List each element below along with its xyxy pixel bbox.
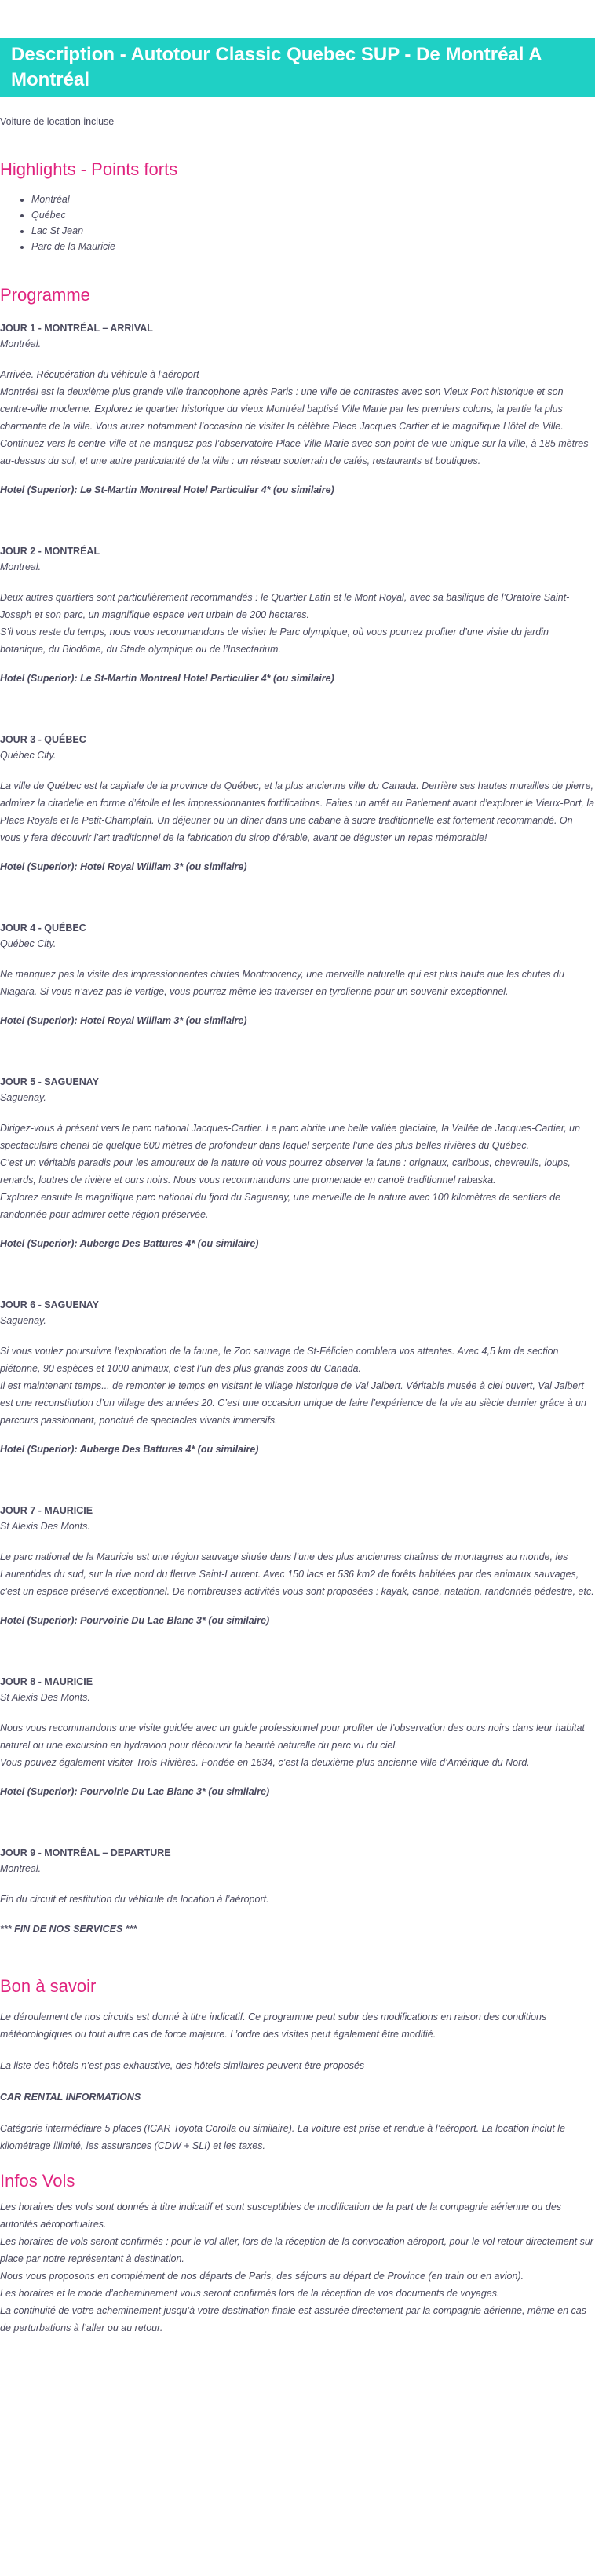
day-location: St Alexis Des Monts.	[0, 1521, 90, 1532]
day-block	[0, 1074, 595, 1251]
day-block	[0, 320, 595, 498]
end-of-services: *** FIN DE NOS SERVICES ***	[0, 1924, 137, 1935]
day-location: Montréal.	[0, 338, 42, 349]
day-location: Québec City.	[0, 750, 57, 761]
day-block	[0, 1503, 595, 1628]
infos-vols-text: Les horaires des vols sont donnés à titre indicatif et sont susceptibles de modification de la part de la compagnie aérienne ou des autorités aéroportuaires. Les horaires de vols seront confirmés : pour le vol aller, lors de la réception de la convocation aéroport, pour le vol retour directement sur place par notre représentant à destination. Nous vous proposons en complément de nos départs de Paris, des séjours au départ de Province (en train ou en avion). Les horaires et le mode d’acheminement vous seront confirmés lors de la réception de vos documents de voyages. La continuité de votre acheminement jusqu’à votre destination finale est assurée directement par la compagnie aérienne, même en cas de perturbations à l’aller ou au retour.	[0, 2201, 593, 2333]
day-title: JOUR 1 - MONTRÉAL – ARRIVAL	[0, 323, 153, 334]
day-hotel: Hotel (Superior): Pourvoirie Du Lac Blanc 3* (ou similaire)	[0, 1615, 270, 1626]
day-block	[0, 1674, 595, 1800]
programme-heading: Programme	[0, 285, 90, 305]
programme-days	[0, 320, 595, 1938]
day-hotel: Hotel (Superior): Auberge Des Battures 4* (ou similaire)	[0, 1444, 259, 1455]
day-title: JOUR 3 - QUÉBEC	[0, 734, 86, 745]
page-subtitle: Voiture de location incluse	[0, 116, 115, 127]
day-location: Québec City.	[0, 938, 57, 949]
car-rental-title: CAR RENTAL INFORMATIONS	[0, 2092, 141, 2103]
day-hotel: Hotel (Superior): Hotel Royal William 3* (ou similaire)	[0, 861, 247, 872]
day-description: Arrivée. Récupération du véhicule à l’aéroport Montréal est la deuxième plus grande ville francophone après Paris : une ville de contrastes avec son Vieux Port historique et son centre-ville moderne. Explorez le quartier historique du vieux Montréal baptisé Ville Marie par les premiers colons, la partie la plus charmante de la ville. Vous aurez notamment l’occasion de visiter la célèbre Place Jacques Cartier et le magnifique Hôtel de Ville. Continuez vers le centre-ville et ne manquez pas l’observatoire Place Ville Marie avec son point de vue unique sur la ville, à 185 mètres au-dessus du sol, et une autre particularité de la ville : un réseau souterrain de cafés, restaurants et boutiques.	[0, 369, 589, 466]
highlight-item: • Québec	[31, 207, 595, 223]
day-description: Fin du circuit et restitution du véhicule de location à l’aéroport.	[0, 1894, 269, 1905]
day-location: Saguenay.	[0, 1315, 46, 1326]
day-hotel: Hotel (Superior): Hotel Royal William 3* (ou similaire)	[0, 1015, 247, 1026]
day-block	[0, 543, 595, 686]
day-block	[0, 920, 595, 1029]
highlight-item: • Parc de la Mauricie	[31, 239, 595, 254]
day-location: St Alexis Des Monts.	[0, 1692, 90, 1703]
highlight-item: • Lac St Jean	[31, 223, 595, 239]
highlights-list	[0, 192, 595, 254]
day-description: La ville de Québec est la capitale de la province de Québec, et la plus ancienne ville du Canada. Derrière ses hautes murailles de pierre, admirez la citadelle en forme d’étoile et les impressionnantes fortifications. Faites un arrêt au Parlement avant d’explorer le Vieux-Port, la Place Royale et le Petit-Champlain. Un déjeuner ou un dîner dans une cabane à sucre traditionnelle est fortement recommandé. On vous y fera découvrir l’art traditionnel de la fabrication du sirop d’érable, avant de déguster un repas mémorable!	[0, 780, 595, 843]
day-block	[0, 732, 595, 875]
day-location: Saguenay.	[0, 1092, 46, 1103]
day-hotel: Hotel (Superior): Auberge Des Battures 4* (ou similaire)	[0, 1238, 259, 1249]
day-title: JOUR 9 - MONTRÉAL – DEPARTURE	[0, 1847, 171, 1858]
page	[0, 38, 595, 2337]
day-description: Deux autres quartiers sont particulièrement recommandés : le Quartier Latin et le Mont Royal, avec sa basilique de l’Oratoire Saint-Joseph et son parc, un magnifique espace vert urbain de 200 hectares. S’il vous reste du temps, nous vous recommandons de visiter le Parc olympique, où vous pourrez profiter d’une visite du jardin botanique, du Biodôme, du Stade olympique ou de l’Insectarium.	[0, 592, 570, 655]
car-rental-text: Catégorie intermédiaire 5 places (ICAR Toyota Corolla ou similaire). La voiture est prise et rendue à l’aéroport. La location inclut le kilométrage illimité, les assurances (CDW + SLI) et les taxes.	[0, 2123, 566, 2151]
day-description: Le parc national de la Mauricie est une région sauvage située dans l’une des plus anciennes chaînes de montagnes au monde, les Laurentides du sud, sur la rive nord du fleuve Saint-Laurent. Avec 150 lacs et 536 km2 de forêts habitées par des animaux sauvages, c’est un espace préservé exceptionnel. De nombreuses activités vous sont proposées : kayak, canoë, natation, randonnée pédestre, etc.	[0, 1551, 594, 1597]
page-title: Description - Autotour Classic Quebec SUP - De Montréal A Montréal	[0, 38, 595, 97]
day-description: Dirigez-vous à présent vers le parc national Jacques-Cartier. Le parc abrite une belle vallée glaciaire, la Vallée de Jacques-Cartier, un spectaculaire chenal de quelque 600 mètres de profondeur dans lequel serpente l’une des plus belles rivières du Québec. C’est un véritable paradis pour les amoureux de la nature où vous pourrez observer la faune : orignaux, caribous, chevreuils, loups, renards, loutres de rivière et ours noirs. Nous vous recommandons une promenade en canoë traditionnel rabaska. Explorez ensuite le magnifique parc national du fjord du Saguenay, une merveille de la nature avec 100 kilomètres de sentiers de randonnée pour admirer cette région préservée.	[0, 1123, 581, 1220]
day-hotel: Hotel (Superior): Le St-Martin Montreal Hotel Particulier 4* (ou similaire)	[0, 484, 334, 495]
day-block	[0, 1297, 595, 1457]
day-title: JOUR 6 - SAGUENAY	[0, 1299, 99, 1310]
day-title: JOUR 4 - QUÉBEC	[0, 923, 86, 934]
day-title: JOUR 8 - MAURICIE	[0, 1676, 93, 1687]
infos-vols-heading: Infos Vols	[0, 2171, 75, 2191]
day-hotel: Hotel (Superior): Le St-Martin Montreal Hotel Particulier 4* (ou similaire)	[0, 673, 334, 684]
day-description: Nous vous recommandons une visite guidée avec un guide professionnel pour profiter de l’observation des ours noirs dans leur habitat naturel ou une excursion en hydravion pour découvrir la beauté naturelle du parc vu du ciel. Vous pouvez également visiter Trois-Rivières. Fondée en 1634, c’est la deuxième plus ancienne ville d’Amérique du Nord.	[0, 1723, 585, 1768]
day-description: Ne manquez pas la visite des impressionnantes chutes Montmorency, une merveille naturelle qui est plus haute que les chutes du Niagara. Si vous n’avez pas le vertige, vous pourrez même les traverser en tyrolienne pour un souvenir exceptionnel.	[0, 969, 564, 997]
day-hotel: Hotel (Superior): Pourvoirie Du Lac Blanc 3* (ou similaire)	[0, 1786, 270, 1797]
bon-a-savoir-heading: Bon à savoir	[0, 1976, 97, 1996]
highlights-heading: Highlights - Points forts	[0, 159, 178, 179]
day-location: Montreal.	[0, 561, 42, 572]
day-title: JOUR 2 - MONTRÉAL	[0, 546, 100, 557]
day-description: Si vous voulez poursuivre l’exploration de la faune, le Zoo sauvage de St-Félicien comblera vos attentes. Avec 4,5 km de section piétonne, 90 espèces et 1000 animaux, c’est l’un des plus grands zoos du Canada. Il est maintenant temps... de remonter le temps en visitant le village historique de Val Jalbert. Véritable musée à ciel ouvert, Val Jalbert est une reconstitution d’un village des années 20. C’est une occasion unique de faire l’expérience de la vie au siècle dernier grâce à un parcours passionnant, ponctué de spectacles vivants immersifs.	[0, 1346, 587, 1426]
day-title: JOUR 5 - SAGUENAY	[0, 1076, 99, 1087]
hotels-note: La liste des hôtels n’est pas exhaustive, des hôtels similaires peuvent être proposés	[0, 2060, 365, 2071]
highlight-item: • Montréal	[31, 192, 595, 207]
day-title: JOUR 7 - MAURICIE	[0, 1505, 93, 1516]
day-block	[0, 1845, 595, 1938]
disclaimer-text: Le déroulement de nos circuits est donné à titre indicatif. Ce programme peut subir des modifications en raison des conditions météorologiques ou tout autre cas de force majeure. L’ordre des visites peut également être modifié.	[0, 2011, 547, 2040]
day-location: Montreal.	[0, 1863, 42, 1874]
